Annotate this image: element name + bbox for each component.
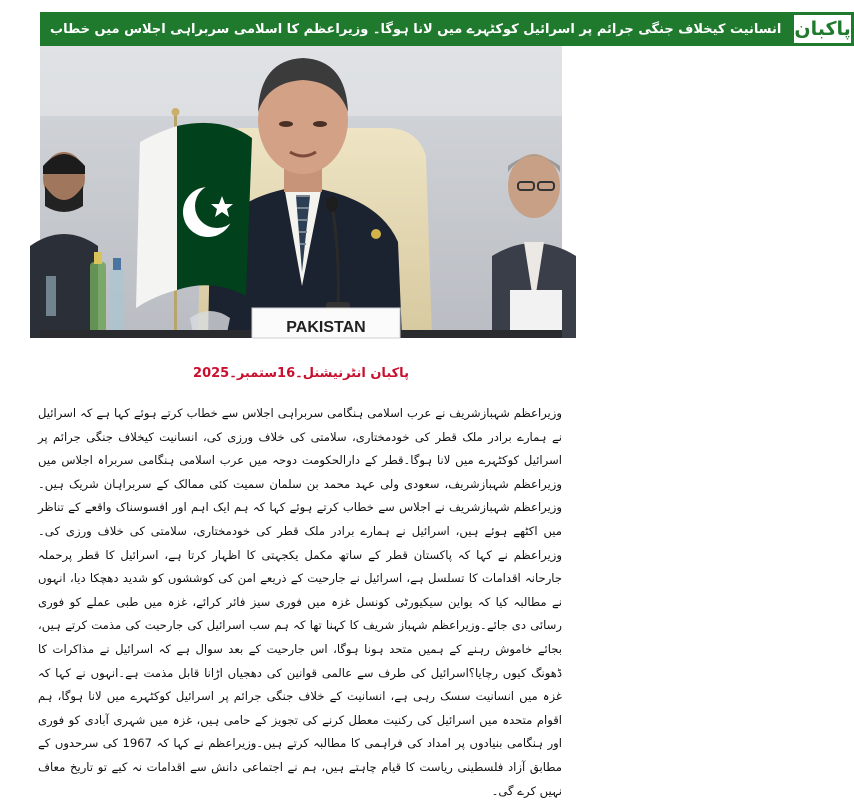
nameplate [252,308,400,338]
summit-photo-illustration [40,46,562,338]
news-photo [40,46,562,338]
headline: انسانیت کیخلاف جنگی جرائم پر اسرائیل کوکٹہرے میں لانا ہوگا۔ وزیراعظم کا اسلامی سربراہی اجلاس میں خطاب [40,12,791,46]
article-paragraph: وزیراعظم شہبازشریف نے عرب اسلامی ہنگامی سربراہی اجلاس سے خطاب کرتے ہوئے کہا ہے کہ اسرائیل نے ہمارے برادر ملک قطر کی خودمختاری، سلامتی کی خلاف ورزی کی، انسانیت کیخلاف جنگی جرائم پر اسرائیل کوکٹہرے میں لانا ہوگا۔قطر کے دارالحکومت دوحہ میں عرب اسلامی ہنگامی سربراہ اجلاس میں وزیراعظم شہبازشریف، سعودی ولی عہد محمد بن سلمان سمیت کئی ممالک کے سربراہان شریک ہیں۔وزیراعظم شہبازشریف نے اجلاس سے خطاب کرتے ہوئے کہا کہ ہم ایک اہم اور افسوسناک واقعے کے تناظر میں اکٹھے ہوئے ہیں، اسرائیل نے ہمارے برادر ملک قطر کی خودمختاری، سلامتی کی خلاف ورزی کی۔وزیراعظم نے کہا کہ پاکستان قطر کے ساتھ مکمل یکجہتی کا اظہار کرتا ہے، اسرائیل کا قطر پرحملہ جارحانہ اقدامات کا تسلسل ہے، اسرائیل نے جارحیت کے ذریعے امن کی کوششوں کو شدید دھچکا دیا، انہوں نے مطالبہ کیا کہ یواین سیکیورٹی کونسل غزہ میں فوری سیز فائر کرائے، غزہ میں طبی عملے کو فوری رسائی دی جائے۔وزیراعظم شہباز شریف کا کہنا تھا کہ ہم سب اسرائیل کی جارحیت کی مذمت کرتے ہیں، بجائے خاموش رہنے کے ہمیں متحد ہونا ہوگا، اس جارحیت کے بعد سوال ہے کہ اسرائیل نے مذاکرات کا ڈھونگ کیوں رچایا؟اسرائیل کی طرف سے عالمی قوانین کی دھجیاں اڑانا قابل مذمت ہے۔انہوں نے کہا کہ غزہ میں انسانیت سسک رہی ہے، انسانیت کے خلاف جنگی جرائم پر اسرائیل کوکٹہرے میں لانا ہوگا، ہم اقوام متحدہ میں اسرائیل کی رکنیت معطل کرنے کی تجویز کے حامی ہیں، غزہ میں شہری آبادی کو فوری اور ہنگامی بنیادوں پر امداد کی فراہمی کا مطالبہ کرتے ہیں۔وزیراعظم نے کہا کہ 1967 کی سرحدوں کے مطابق آزاد فلسطینی ریاست کا قیام چاہتے ہیں، ہم نے اجتماعی دانش سے اقدامات نہ کیے تو تاریخ معاف نہیں کرے گی۔ [38,406,563,798]
article-body [38,402,562,803]
lapel-pin [371,229,381,239]
header-bar [40,12,851,46]
dateline: پاکبان انٹرنیشنل۔16ستمبر۔2025 [193,366,409,381]
brand-logo: پاکبان [791,12,853,46]
nameplate-text: PAKISTAN [286,319,366,336]
